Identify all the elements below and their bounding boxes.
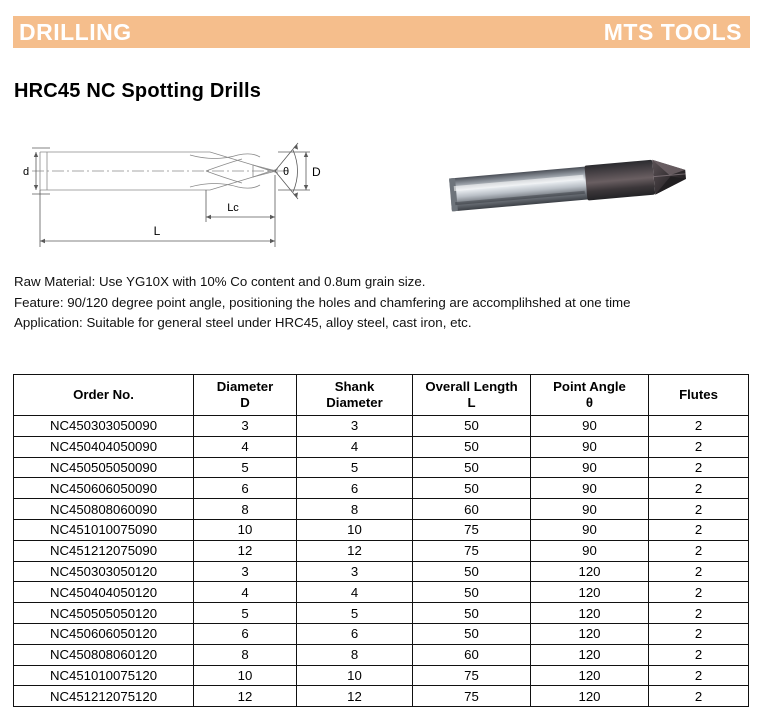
cell-shank-diameter: 6 (297, 623, 413, 644)
cell-order-no: NC450303050120 (14, 561, 194, 582)
table-row (14, 436, 749, 457)
column-header-overall-length (413, 375, 531, 416)
cell-shank-diameter: 8 (297, 499, 413, 520)
table-row (14, 603, 749, 624)
cell-order-no: NC450808060090 (14, 499, 194, 520)
column-header-line1: Point Angle (553, 379, 626, 394)
table-row (14, 478, 749, 499)
figure-row (0, 122, 764, 260)
dimension-L (40, 190, 275, 247)
cell-order-no: NC450404050120 (14, 582, 194, 603)
cell-overall-length: 75 (413, 540, 531, 561)
cell-flutes: 2 (649, 603, 749, 624)
cell-overall-length: 50 (413, 561, 531, 582)
table-header-row (14, 375, 749, 416)
cell-point-angle: 90 (531, 416, 649, 437)
cell-flutes: 2 (649, 519, 749, 540)
specification-table (13, 374, 749, 707)
table-row (14, 561, 749, 582)
cell-flutes: 2 (649, 457, 749, 478)
dimension-label-Lc: Lc (227, 202, 239, 214)
spotting-drill-technical-drawing (10, 122, 360, 260)
cell-flutes: 2 (649, 540, 749, 561)
cell-shank-diameter: 3 (297, 416, 413, 437)
cell-flutes: 2 (649, 644, 749, 665)
cell-overall-length: 50 (413, 478, 531, 499)
banner-category-label: DRILLING (19, 18, 132, 45)
cell-overall-length: 50 (413, 603, 531, 624)
description-line-raw-material: Raw Material: Use YG10X with 10% Co content and 0.8um grain size. (14, 274, 426, 289)
cell-order-no: NC451010075120 (14, 665, 194, 686)
column-header-order-no (14, 375, 194, 416)
table-row (14, 623, 749, 644)
page-header-banner (13, 16, 750, 48)
spotting-drill-photo (420, 124, 720, 244)
cell-diameter: 5 (194, 603, 297, 624)
column-header-flutes (649, 375, 749, 416)
cell-point-angle: 90 (531, 436, 649, 457)
cell-shank-diameter: 12 (297, 540, 413, 561)
dimension-label-d: d (23, 166, 30, 178)
column-header-diameter (194, 375, 297, 416)
cell-point-angle: 120 (531, 686, 649, 707)
cell-flutes: 2 (649, 478, 749, 499)
cell-order-no: NC450505050090 (14, 457, 194, 478)
cell-shank-diameter: 3 (297, 561, 413, 582)
cell-overall-length: 60 (413, 644, 531, 665)
cell-diameter: 10 (194, 665, 297, 686)
cell-overall-length: 75 (413, 519, 531, 540)
page-title: HRC45 NC Spotting Drills (14, 80, 262, 102)
dimension-label-theta: θ (283, 166, 290, 178)
column-header-line1: Shank (334, 379, 375, 394)
cell-flutes: 2 (649, 582, 749, 603)
cell-diameter: 10 (194, 519, 297, 540)
cell-point-angle: 90 (531, 478, 649, 499)
cell-order-no: NC450303050090 (14, 416, 194, 437)
description-line-application: Application: Suitable for general steel under HRC45, alloy steel, cast iron, etc. (14, 315, 472, 330)
cell-diameter: 4 (194, 582, 297, 603)
cell-point-angle: 90 (531, 499, 649, 520)
column-header-line1: Diameter (216, 379, 274, 394)
table-row (14, 499, 749, 520)
cell-order-no: NC450606050090 (14, 478, 194, 499)
column-header-line2: D (240, 395, 250, 410)
description-line-feature: Feature: 90/120 degree point angle, positioning the holes and chamfering are accomplihshed at one time (14, 294, 631, 310)
cell-flutes: 2 (649, 665, 749, 686)
cell-order-no: NC450808060120 (14, 644, 194, 665)
cell-diameter: 3 (194, 561, 297, 582)
cell-diameter: 12 (194, 540, 297, 561)
cell-shank-diameter: 8 (297, 644, 413, 665)
cell-shank-diameter: 4 (297, 436, 413, 457)
cell-flutes: 2 (649, 686, 749, 707)
cell-shank-diameter: 6 (297, 478, 413, 499)
cell-overall-length: 50 (413, 582, 531, 603)
cell-diameter: 6 (194, 623, 297, 644)
cell-order-no: NC450606050120 (14, 623, 194, 644)
column-header-line1: Flutes (679, 387, 718, 402)
column-header-line2: θ (585, 395, 594, 410)
cell-order-no: NC450404050090 (14, 436, 194, 457)
cell-diameter: 3 (194, 416, 297, 437)
cell-diameter: 6 (194, 478, 297, 499)
column-header-point-angle (531, 375, 649, 416)
table-row (14, 582, 749, 603)
cell-overall-length: 75 (413, 665, 531, 686)
column-header-line2: Diameter (326, 395, 383, 410)
table-row (14, 457, 749, 478)
table-row (14, 644, 749, 665)
cell-point-angle: 90 (531, 540, 649, 561)
column-header-line2: L (467, 395, 476, 410)
column-header-shank-diameter (297, 375, 413, 416)
table-body (14, 416, 749, 707)
cell-flutes: 2 (649, 499, 749, 520)
cell-overall-length: 50 (413, 416, 531, 437)
table-row (14, 665, 749, 686)
cell-point-angle: 120 (531, 644, 649, 665)
column-header-line1: Order No. (73, 387, 134, 402)
cell-overall-length: 60 (413, 499, 531, 520)
cell-point-angle: 90 (531, 519, 649, 540)
banner-brand-label: MTS TOOLS (603, 18, 742, 45)
cell-diameter: 8 (194, 644, 297, 665)
cell-diameter: 8 (194, 499, 297, 520)
cell-point-angle: 120 (531, 582, 649, 603)
cell-diameter: 5 (194, 457, 297, 478)
cell-overall-length: 50 (413, 436, 531, 457)
cell-shank-diameter: 10 (297, 665, 413, 686)
dimension-label-L: L (153, 224, 161, 238)
cell-flutes: 2 (649, 436, 749, 457)
cell-diameter: 4 (194, 436, 297, 457)
cell-order-no: NC450505050120 (14, 603, 194, 624)
cell-point-angle: 120 (531, 561, 649, 582)
cell-diameter: 12 (194, 686, 297, 707)
cell-shank-diameter: 5 (297, 603, 413, 624)
cell-point-angle: 120 (531, 665, 649, 686)
cell-point-angle: 90 (531, 457, 649, 478)
dimension-Lc (206, 175, 275, 222)
cell-shank-diameter: 10 (297, 519, 413, 540)
cell-overall-length: 50 (413, 457, 531, 478)
cell-overall-length: 75 (413, 686, 531, 707)
cell-flutes: 2 (649, 561, 749, 582)
dimension-label-D: D (312, 165, 321, 179)
column-header-line1: Overall Length (425, 379, 518, 394)
cell-shank-diameter: 4 (297, 582, 413, 603)
cell-order-no: NC451212075120 (14, 686, 194, 707)
table-row (14, 540, 749, 561)
cell-shank-diameter: 5 (297, 457, 413, 478)
cell-flutes: 2 (649, 623, 749, 644)
cell-order-no: NC451212075090 (14, 540, 194, 561)
cell-overall-length: 50 (413, 623, 531, 644)
description-block (14, 272, 754, 334)
cell-order-no: NC451010075090 (14, 519, 194, 540)
table-row (14, 519, 749, 540)
cell-point-angle: 120 (531, 623, 649, 644)
cell-flutes: 2 (649, 416, 749, 437)
cell-shank-diameter: 12 (297, 686, 413, 707)
cell-point-angle: 120 (531, 603, 649, 624)
table-row (14, 416, 749, 437)
